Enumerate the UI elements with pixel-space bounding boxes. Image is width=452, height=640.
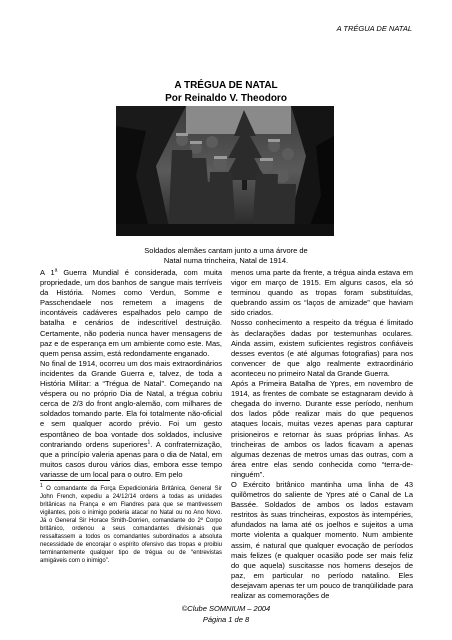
article-title: A TRÉGUA DE NATAL bbox=[174, 80, 278, 91]
article-heading bbox=[0, 79, 452, 105]
photo-caption bbox=[0, 246, 452, 266]
page-footer bbox=[0, 603, 452, 625]
running-header: A TRÉGUA DE NATAL bbox=[336, 24, 412, 33]
right-column bbox=[231, 268, 413, 601]
paragraph: Nosso conhecimento a respeito da trégua é limitado às declarações dadas por testemunhas oculares. Ainda assim, existem suficientes registros confiáveis desses eventos (e até algumas fotografias) para nos convencer de que algo realmente extraordinário aconteceu no primeiro Natal da Grande Guerra. bbox=[231, 318, 413, 378]
footnote: $^1$ O comandante da Força Expedicionária Britânica, General Sir John French, expediu a 24/12/14 ordens a todas as unidades britânicas na França e em Flandres para que se mantivessem vigilantes, pois o inimigo poderia atacar no Natal ou no Ano Novo. Já o General Sir Horace Smith-Dorrien, comandante do 2º Corpo britânico, ordenou a seus comandantes divisionais que ressaltassem a todos os comandantes subordinados a absoluta necessidade de encorajar o espírito ofensivo das tropas e proibiu terminantemente qualquer tipo de trégua ou de “entrevistas amigáveis com o inimigo”. bbox=[40, 483, 222, 564]
article-byline: Por Reinaldo V. Theodoro bbox=[165, 93, 287, 104]
footnote-ref[interactable]: 1 bbox=[147, 439, 151, 446]
footnote-divider bbox=[40, 480, 110, 481]
paragraph: menos uma parte da frente, a trégua ainda estava em vigor em março de 1915. Em alguns casos, ela só terminou quando as tropas foram substituídas, quebrando assim os “laços de amizade” que haviam sido criados. bbox=[231, 268, 413, 318]
paragraph: O Exército britânico mantinha uma linha de 43 quilômetros do saliente de Ypres até o Canal de La Bassée. Soldados de ambos os lados estavam restritos às suas trincheiras, expostos às intempéries, afundados na lama até os joelhos e sujeitos a uma morte violenta a qualquer momento. Num ambiente assim, é natural que qualquer evocação de períodos mais felizes (e qualquer ocasião pode ser mais feliz do que aquela) suscitasse nos homens desejos de paz, em particular no período natalino. Eles desejavam apenas ter um pouco de tranqüilidade para realizar as comemorações de bbox=[231, 479, 413, 600]
left-column bbox=[40, 268, 222, 480]
paragraph: No final de 1914, ocorreu um dos mais extraordinários incidentes da Grande Guerra e, talvez, de toda a História Militar: a “Trégua de Natal”. Começando na véspera ou no próprio Dia de Natal, a trégua cobriu cerca de 2/3 do front anglo-alemão, com milhares de soldados tomando parte. Ela foi totalmente não-oficial e sem qualquer acordo prévio. Foi um gesto espontâneo de boa vontade dos soldados, inclusive contrariando ordens superiores$^1$. A confraternização, que a princípio valeria apenas para o dia de Natal, em muitos casos durou vários dias, embora esse tempo variasse de um local para o outro. Em pelo bbox=[40, 358, 222, 479]
paragraph: A 1$^a$ Guerra Mundial é considerada, com muita propriedade, um dos banhos de sangue mais terríveis da História. Nomes como Verdun, Somme e Passchendaele nos remetem a imagens de incontáveis cadáveres espalhados pelo campo de batalha e cenários de indescritível destruição. Certamente, não poderia nunca haver mensagens de paz e de esperança em um ambiente como este. Mas, quem pensa assim, está redondamente enganado. bbox=[40, 267, 222, 358]
caption-line: Natal numa trincheira, Natal de 1914. bbox=[163, 256, 289, 265]
trench-photograph bbox=[116, 106, 334, 236]
caption-line: Soldados alemães cantam junto a uma árvore de bbox=[144, 246, 308, 255]
page-number: Página 1 de 8 bbox=[202, 615, 250, 624]
paragraph: Após a Primeira Batalha de Ypres, em novembro de 1914, as frentes de combate se estagnaram devido à chegada do inverno. Durante esse período, nenhum dos lados pôde realizar mais do que pequenos ataques locais, muitas vezes apenas para capturar prisioneiros e retornar às suas próprias linhas. As trincheiras de ambos os lados ficavam a apenas algumas dezenas de metros umas das outras, com a área entre elas sendo conhecida como “terra-de-ninguém”. bbox=[231, 379, 413, 479]
copyright: ©Clube SOMNIUM – 2004 bbox=[181, 604, 271, 613]
footnote-number: 1 bbox=[40, 483, 43, 489]
